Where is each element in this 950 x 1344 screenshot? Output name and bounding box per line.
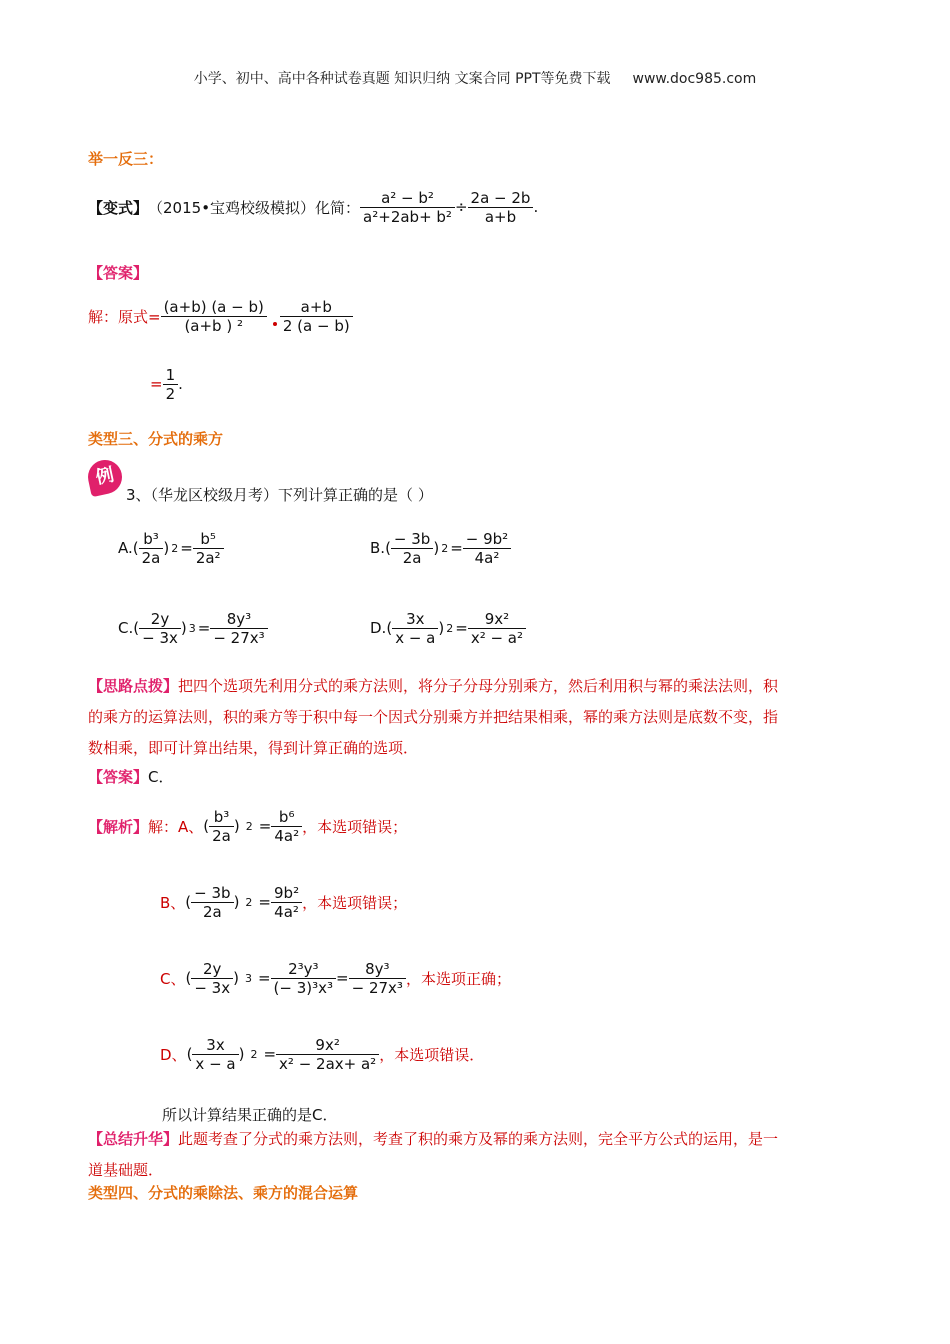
page-header — [0, 68, 950, 88]
solution-result: = $\frac{1}{2}$ . — [150, 365, 183, 403]
header-text: 小学、初中、高中各种试卷真题 知识归纳 文案合同 PPT等免费下载 — [193, 71, 611, 87]
answer-value: C． — [148, 768, 174, 786]
conclusion: 所以计算结果正确的是C． — [162, 1106, 338, 1124]
hint-label: 【思路点拨】 — [88, 677, 179, 695]
answer-label-1: 【答案】 — [88, 264, 149, 282]
divide-sign: ÷ — [454, 198, 468, 216]
option-b[interactable]: B. ( $\frac{- 3b}{2a}$ ) 2 = $\frac{\text{− 9b²}}{\text{4a²}}$ — [370, 518, 511, 578]
solution-line — [88, 286, 353, 346]
example-badge: 例 — [85, 457, 125, 497]
solution-fraction-2: $\frac{a+b}{2 (a - b)}$ — [280, 298, 353, 335]
answer-label-2: 【答案】 — [88, 768, 149, 786]
section-title-practice: 举一反三： — [88, 150, 164, 168]
analysis-d: D、 ( $\frac{3x}{x - a}$ ) 2 = $\frac{\text{9x²}}{\text{x² − 2ax+ a²}}$ ，本选项错误． — [160, 1035, 485, 1073]
multiply-dot — [273, 322, 277, 326]
option-d[interactable]: D. ( $\frac{3x}{x - a}$ ) 2 = $\frac{\text{9x²}}{\text{x² − a²}}$ — [370, 598, 526, 658]
summary-paragraph: 【总结升华】此题考查了分式的乘方法则，考查了积的乘方及幂的乘方法则，完全平方公式的运用，是一 道基础题． — [88, 1130, 779, 1179]
variant-problem: 【变式】 （2015•宝鸡校级模拟）化简： $\frac{\text{a² − b²}}{\text{a²+2ab+ b²}}$ ÷ $\frac{2a - 2b}{a+b}$ . — [88, 188, 539, 226]
variant-fraction-1: $\frac{\text{a² − b²}}{\text{a²+2ab+ b²}}$ — [360, 189, 455, 226]
analysis-label: 【解析】 — [88, 817, 149, 836]
option-c[interactable]: C. ( $\frac{2y}{- 3x}$ ) 3 = $\frac{\text{8y³}}{\text{− 27x³}}$ — [118, 598, 268, 658]
result-fraction: $\frac{1}{2}$ — [163, 366, 179, 403]
answer-line-2 — [88, 766, 174, 787]
solution-fraction-1: $\frac{(a+b) (a - b)}{\text{(a+b ) ²}}$ — [161, 298, 267, 335]
summary-label: 【总结升华】 — [88, 1130, 179, 1148]
variant-text: （2015•宝鸡校级模拟）化简： — [148, 198, 361, 217]
solution-prefix: 解：原式= — [88, 307, 161, 326]
variant-fraction-2: $\frac{2a - 2b}{a+b}$ — [468, 189, 534, 226]
section-title-type4: 类型四、分式的乘除法、乘方的混合运算 — [88, 1184, 359, 1202]
variant-label: 【变式】 — [88, 198, 149, 217]
hint-paragraph: 【思路点拨】把四个选项先利用分式的乘方法则，将分子分母分别乘方，然后利用积与幂的乘法法则，积 的乘方的运算法则，积的乘方等于积中每一个因式分别乘方并把结果相乘，幂的乘方法则是底数不变，指 数相乘，即可计算出结果，得到计算正确的选项． — [88, 677, 779, 757]
analysis-a: 【解析】 解：A、 ( $\frac{\text{b³}}{2a}$ ) 2 = $\frac{\text{b⁶}}{\text{4a²}}$ ，本选项错误； — [88, 807, 408, 845]
option-a[interactable]: A. ( $\frac{\text{b³}}{2a}$ ) 2 = $\frac{\text{b⁵}}{\text{2a²}}$ — [118, 518, 224, 578]
header-url[interactable]: www.doc985.com — [632, 71, 757, 87]
section-title-type3: 类型三、分式的乘方 — [88, 430, 224, 448]
question-text: 3、（华龙区校级月考）下列计算正确的是（ ） — [126, 486, 433, 504]
analysis-c: C、 ( $\frac{2y}{- 3x}$ ) 3 = $\frac{\text{2³y³}}{\text{(− 3)³x³}}$ = $\frac{\text{8y³}}{\text{− 27x³}}$ ，本选项正确； — [160, 959, 511, 997]
analysis-b: B、 ( $\frac{- 3b}{2a}$ ) 2 = $\frac{\text{9b²}}{\text{4a²}}$ ，本选项错误； — [160, 883, 408, 921]
